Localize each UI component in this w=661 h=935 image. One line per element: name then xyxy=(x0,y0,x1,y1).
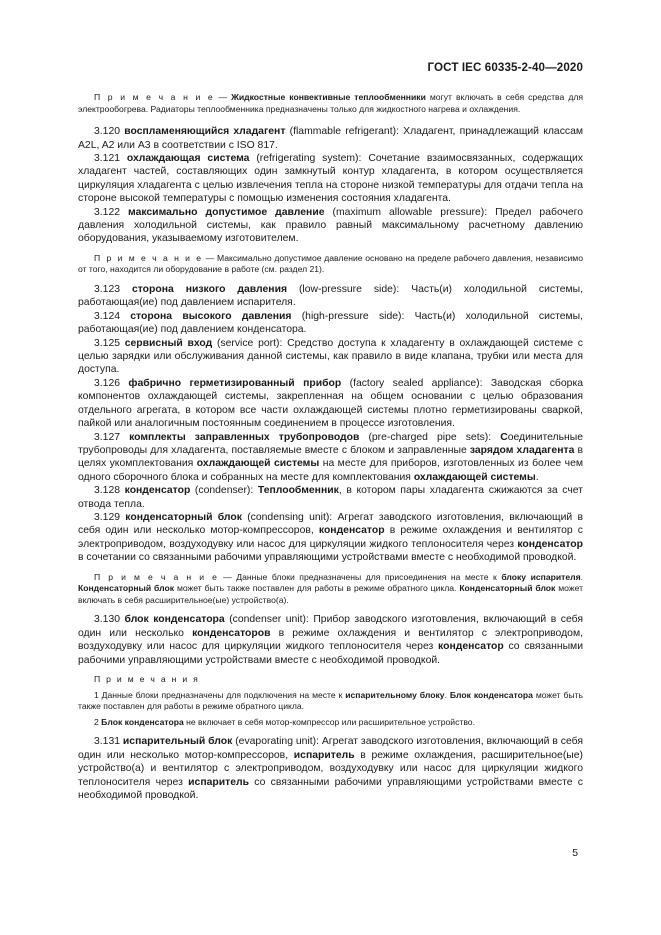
term: сторона низкого давления xyxy=(131,284,288,296)
term: охлаждающая система xyxy=(126,153,250,164)
term: фабрично герметизированный прибор xyxy=(128,377,342,389)
standard-code-header: ГОСТ IEC 60335-2-40—2020 xyxy=(427,61,583,74)
note-label: П р и м е ч а н и е xyxy=(94,252,203,263)
definition-3-127: 3.127 комплекты заправленных трубопроводов (pre-charged pipe sets): Соединительные трубопроводы для хладагента, поставляемые вместе с блоком и заправленные зарядом хладагента в целях укомплектования охлаждающей системы на месте для приборов, изготовленных из более чем одного сборочного блока и собранных на месте для комплектования охлаждающей системы. xyxy=(78,431,583,483)
notes-label: П р и м е ч а н и я xyxy=(94,673,200,684)
document-body xyxy=(78,92,583,802)
term: сторона высокого давления xyxy=(130,310,292,322)
note-condenser-unit-1: 1 Данные блоки предназначены для подключения на месте к испарительному блоку. Блок конденсатора может быть также поставлен для работы в режиме обратного цикла. xyxy=(78,689,583,712)
definition-3-124: 3.124 сторона высокого давления (high-pressure side): Часть(и) холодильной системы, работающая(ие) под давлением конденсатора. xyxy=(78,310,584,336)
term: сервисный вход xyxy=(124,337,213,349)
definition-3-121: 3.121 охлаждающая система (refrigerating system): Сочетание взаимосвязанных, содержащих хладагент частей, составляющих один замкнутый контур хладагента, в котором осуществляется циркуляция хладагента с целью извлечения тепла на стороне низкой температуры для отдачи тепла на стороне высокой температуры с помощью изменения состояния хладагента. xyxy=(78,153,584,205)
term: испарительный блок xyxy=(122,736,233,748)
definition-3-128: 3.128 конденсатор (condenser): Теплообменник, в котором пары хладагента сжижаются за счет отвода тепла. xyxy=(78,485,583,510)
term: конденсаторный блок xyxy=(125,511,242,523)
note-max-pressure: П р и м е ч а н и е — Максимально допустимое давление основано на пределе рабочего давления, независимо от того, находится ли оборудование в работе (см. раздел 21). xyxy=(78,252,584,275)
definition-3-131: 3.131 испарительный блок (evaporating unit): Агрегат заводского изготовления, включающий в себя один или несколько мотор-компрессоров, испаритель в режиме охлаждения, расширительное(ые) устройство(а) и вентилятор с электроприводом, воздуходувку или насос для циркуляции жидкого теплоносителя через испаритель со связанными рабочими управляющими устройствами вместе с необходимой проводкой. xyxy=(78,736,584,801)
definition-3-123: 3.123 сторона низкого давления (low-pressure side): Часть(и) холодильной системы, работающая(ие) под давлением испарителя. xyxy=(78,284,583,309)
term: максимально допустимое давление xyxy=(128,206,325,218)
note-condensing-unit: П р и м е ч а н и е — Данные блоки предназначены для присоединения на месте к блоку испарителя. Конденсаторный блок может быть также поставлен для работы в режиме обратного цикла. Конденсаторный блок может включать в себя расширительное(ые) устройство(а). xyxy=(78,571,584,605)
definition-3-130: 3.130 блок конденсатора (condenser unit): Прибор заводского изготовления, включающий в себя один или несколько конденсаторов в режиме охлаждения и вентилятор с электроприводом, воздуходувку или насос для циркуляции жидкого теплоносителя через конденсатор со связанными рабочими управляющими устройствами вместе с необходимой проводкой. xyxy=(78,614,583,666)
definition-3-122: 3.122 максимально допустимое давление (maximum allowable pressure): Предел рабочего давления холодильной системы, как правило равный максимальному расчетному давлению оборудования, указываемому изготовителем. xyxy=(78,206,584,245)
term: комплекты заправленных трубопроводов xyxy=(129,431,360,443)
definition-3-129: 3.129 конденсаторный блок (condensing unit): Агрегат заводского изготовления, включающий в себя один или несколько мотор-компрессоров, конденсатор в режиме охлаждения и вентилятор с электроприводом, воздуходувку или насос для циркуляции жидкого теплоносителя через конденсатор в сочетании со связанными рабочими управляющими устройствами вместе с необходимой проводкой. xyxy=(78,511,584,564)
page-number: 5 xyxy=(572,848,578,859)
note-label: П р и м е ч а н и е xyxy=(94,571,219,582)
term: блок конденсатора xyxy=(124,614,225,626)
definition-3-125: 3.125 сервисный вход (service port): Средство доступа к хладагенту в охлаждающей системе с целью зарядки или обслуживания данной системы, как правило в виде клапана, трубки или места для доступа. xyxy=(78,337,583,376)
definition-3-126: 3.126 фабрично герметизированный прибор (factory sealed appliance): Заводская сборка компонентов охлаждающей системы, закрепленная на общем основании с целью образования отдельного агрегата, в котором все части охлаждающей системы плотно герметизированы сваркой, пайкой или аналогичным постоянным соединением в процессе изготовления. xyxy=(78,377,583,430)
term: конденсатор xyxy=(124,485,191,497)
note-liquid-heat-exchangers: П р и м е ч а н и е — Жидкостные конвективные теплообменники могут включать в себя средства для электрообогрева. Радиаторы теплообменника предназначены только для жидкостного нагрева и охлаждения. xyxy=(78,92,584,114)
note-label: П р и м е ч а н и е xyxy=(94,92,215,102)
note-condenser-unit-2: 2 Блок конденсатора не включает в себя мотор-компрессор или расширительное устройство. xyxy=(94,716,475,727)
term: воспламеняющийся хладагент xyxy=(124,126,286,138)
definition-3-120: 3.120 воспламеняющийся хладагент (flammable refrigerant): Хладагент, принадлежащий классам A2L, A2 или A3 в соответствии с ISO 817. xyxy=(78,126,584,151)
